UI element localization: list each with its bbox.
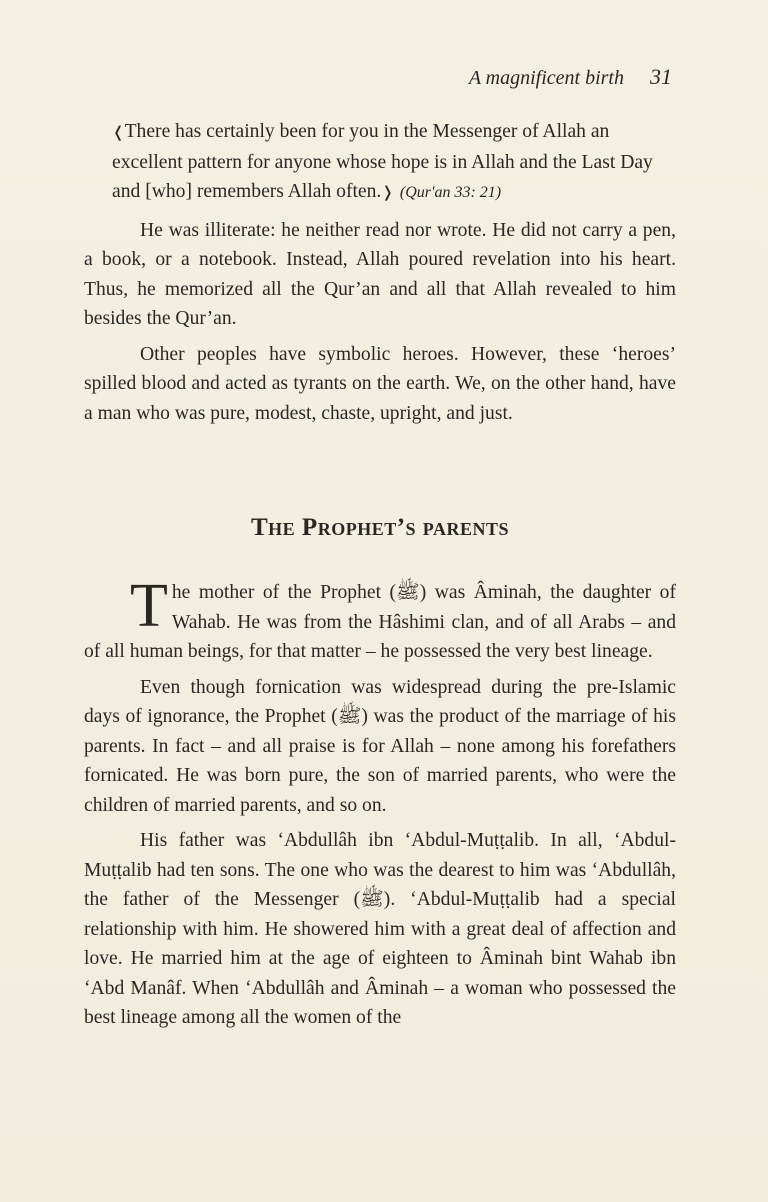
quote-text: There has certainly been for you in the Messenger of Allah an excellent pattern for anyone whose hope is in Allah and the Last Day and [who] remembers Allah often. xyxy=(112,121,653,202)
section-heading: The Prophet’s parents xyxy=(251,514,509,541)
quote-open-bracket: ❬ xyxy=(112,123,125,141)
paragraph-mother-text: he mother of the Prophet (ﷺ) was Âminah, the daughter of Wahab. He was from the Hâshimi clan, and of all Arabs – and of all human beings, for that matter – he possessed the very best lineage. xyxy=(84,582,676,662)
paragraph-heroes: Other peoples have symbolic heroes. However, these ‘heroes’ spilled blood and acted as tyrants on the earth. We, on the other hand, have a man who was pure, modest, chaste, upright, and just. xyxy=(84,343,676,424)
paragraph-fornication: Even though fornication was widespread during the pre-Islamic days of ignorance, the Prophet (ﷺ) was the product of the marriage of his parents. In fact – and all praise is for Allah – none among his forefathers fornicated. He was born pure, the son of married parents, who were the children of married parents, and so on. xyxy=(84,676,676,816)
paragraph-father: His father was ‘Abdullâh ibn ‘Abdul-Muṭṭalib. In all, ‘Abdul-Muṭṭalib had ten sons. The one who was the dearest to him was ‘Abdullâh, the father of the Messenger (ﷺ). ‘Abdul-Muṭṭalib had a special relationship with him. He showered him with a great deal of affection and love. He married him at the age of eighteen to Âminah bint Wahab ibn ‘Abd Manâf. When ‘Abdullâh and Âminah – a woman who possessed the best lineage among all the women of the xyxy=(84,830,676,1028)
paragraph-mother xyxy=(84,572,676,667)
page-header xyxy=(469,64,672,90)
quote-close-bracket: ❭ xyxy=(381,183,394,201)
quran-quote xyxy=(84,117,676,208)
page-content xyxy=(84,117,676,1033)
page-number: 31 xyxy=(650,64,672,89)
paragraph-illiterate: He was illiterate: he neither read nor wrote. He did not carry a pen, a book, or a notebook. Instead, Allah poured revelation into his heart. Thus, he memorized all the Qur’an and all that Allah revealed to him besides the Qur’an. xyxy=(84,219,676,329)
running-title: A magnificent birth xyxy=(468,67,624,89)
drop-cap: T xyxy=(130,572,168,640)
quote-reference: (Qur'an 33: 21) xyxy=(399,184,502,201)
